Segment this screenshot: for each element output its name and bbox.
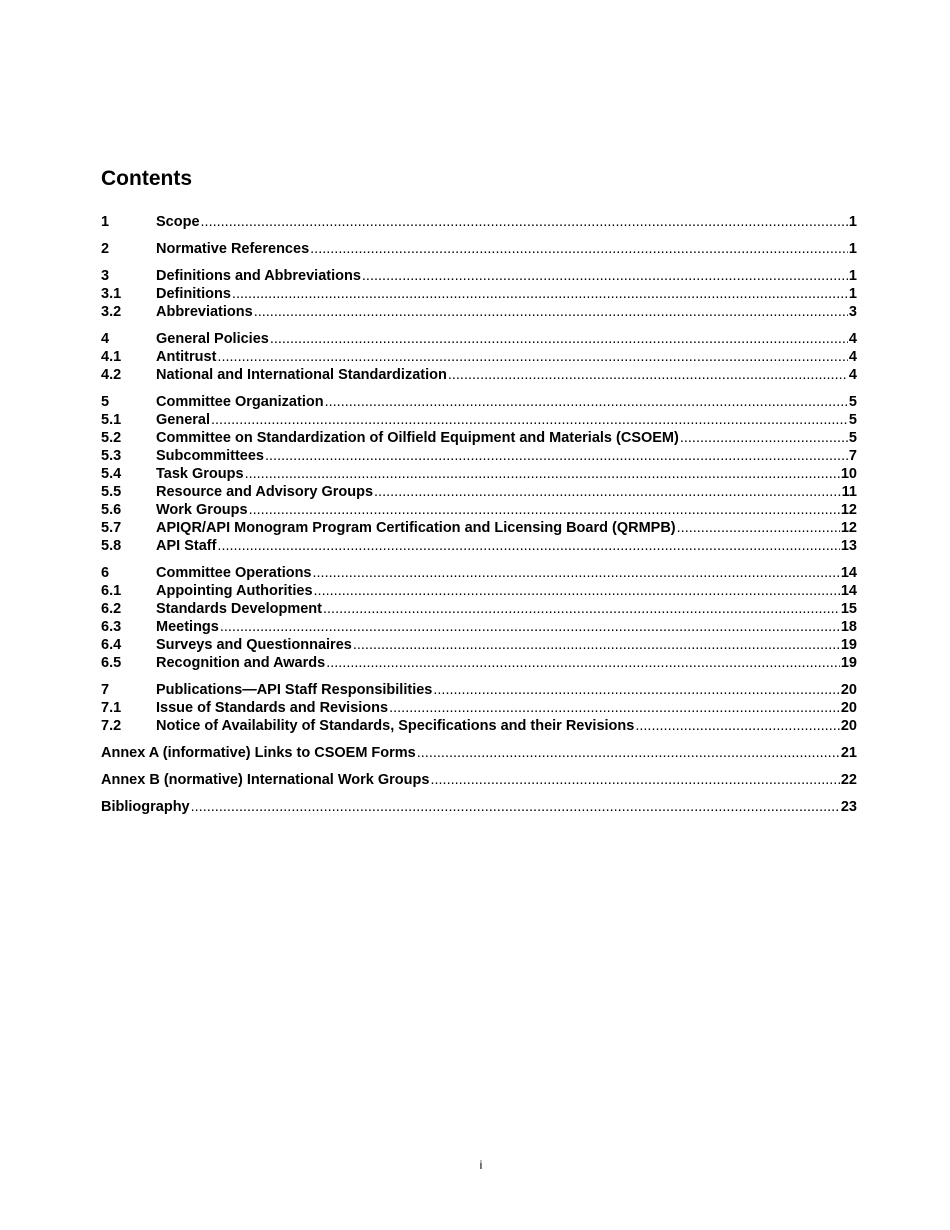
- toc-dot-leader: [353, 636, 840, 654]
- toc-entry[interactable]: [101, 213, 857, 231]
- toc-entry-page: 3: [848, 304, 857, 320]
- toc-entry-page: 14: [840, 565, 857, 581]
- toc-entry-title: Definitions and Abbreviations: [156, 268, 361, 284]
- toc-dot-leader: [217, 537, 839, 555]
- toc-entry[interactable]: [101, 348, 857, 366]
- toc-dot-leader: [362, 267, 848, 285]
- toc-entry[interactable]: [101, 411, 857, 429]
- toc-dot-leader: [389, 699, 840, 717]
- toc-entry[interactable]: [101, 618, 857, 636]
- toc-entry-page: 12: [840, 520, 857, 536]
- toc-entry-title: Scope: [156, 214, 200, 230]
- toc-entry[interactable]: [101, 366, 857, 384]
- toc-entry-title: Standards Development: [156, 601, 322, 617]
- toc-dot-leader: [677, 519, 840, 537]
- toc-entry[interactable]: [101, 465, 857, 483]
- toc-entry-number: 6.2: [101, 601, 122, 617]
- toc-entry-page: 20: [840, 700, 857, 716]
- toc-entry-title: Recognition and Awards: [156, 655, 326, 671]
- toc-dot-leader: [314, 582, 840, 600]
- toc-dot-leader: [201, 213, 848, 231]
- toc-entry-number: 4: [101, 331, 110, 347]
- toc-entry-page: 20: [840, 718, 857, 734]
- toc-entry-title: Appointing Authorities: [156, 583, 313, 599]
- toc-entry-page: 4: [848, 367, 857, 383]
- toc-entry-number: 5.8: [101, 538, 122, 554]
- toc-dot-leader: [325, 393, 848, 411]
- toc-entry[interactable]: [101, 330, 857, 348]
- toc-entry-number: 7.2: [101, 718, 122, 734]
- toc-dot-leader: [245, 465, 840, 483]
- toc-entry-page: 5: [848, 394, 857, 410]
- toc-dot-leader: [417, 744, 840, 762]
- toc-group: [101, 564, 857, 672]
- toc-dot-leader: [313, 564, 840, 582]
- toc-entry-title: Task Groups: [156, 466, 244, 482]
- toc-entry-title: Annex B (normative) International Work Groups: [101, 772, 430, 788]
- toc-dot-leader: [265, 447, 848, 465]
- toc-entry[interactable]: [101, 483, 857, 501]
- toc-entry[interactable]: [101, 582, 857, 600]
- toc-entry-title: Bibliography: [101, 799, 190, 815]
- toc-entry[interactable]: [101, 798, 857, 816]
- toc-entry[interactable]: [101, 636, 857, 654]
- toc-entry-page: 4: [848, 331, 857, 347]
- toc-entry[interactable]: [101, 303, 857, 321]
- toc-entry[interactable]: [101, 681, 857, 699]
- toc-entry-page: 1: [848, 268, 857, 284]
- toc-dot-leader: [430, 771, 839, 789]
- toc-dot-leader: [326, 654, 840, 672]
- toc-entry-page: 20: [840, 682, 857, 698]
- toc-entry-number: 5.1: [101, 412, 122, 428]
- toc-group: [101, 240, 857, 258]
- toc-entry-number: 4.1: [101, 349, 122, 365]
- toc-entry-number: 6.4: [101, 637, 122, 653]
- toc-group: [101, 744, 857, 762]
- toc-entry-number: 7.1: [101, 700, 122, 716]
- toc-entry-page: 14: [840, 583, 857, 599]
- toc-entry-number: 5.5: [101, 484, 122, 500]
- toc-entry[interactable]: [101, 717, 857, 735]
- toc-entry-page: 18: [840, 619, 857, 635]
- toc-entry[interactable]: [101, 393, 857, 411]
- toc-entry-title: Committee Organization: [156, 394, 324, 410]
- toc-entry-number: 5.4: [101, 466, 122, 482]
- toc-entry-page: 21: [840, 745, 857, 761]
- toc-dot-leader: [254, 303, 848, 321]
- toc-entry-title: Committee Operations: [156, 565, 312, 581]
- toc-entry-page: 13: [840, 538, 857, 554]
- toc-entry-number: 3.1: [101, 286, 122, 302]
- toc-entry[interactable]: [101, 447, 857, 465]
- toc-entry-title: Definitions: [156, 286, 231, 302]
- toc-entry-number: 5: [101, 394, 110, 410]
- toc-dot-leader: [211, 411, 848, 429]
- toc-entry-number: 6.1: [101, 583, 122, 599]
- toc-entry-page: 23: [840, 799, 857, 815]
- toc-entry[interactable]: [101, 654, 857, 672]
- toc-entry-number: 3.2: [101, 304, 122, 320]
- toc-entry-title: Normative References: [156, 241, 310, 257]
- toc-dot-leader: [249, 501, 840, 519]
- toc-entry[interactable]: [101, 240, 857, 258]
- toc-entry-page: 5: [848, 430, 857, 446]
- toc-entry-title: Committee on Standardization of Oilfield Equipment and Materials (CSOEM): [156, 430, 679, 446]
- toc-dot-leader: [374, 483, 841, 501]
- toc-group: [101, 771, 857, 789]
- toc-entry-number: 7: [101, 682, 110, 698]
- toc-entry-number: 6.5: [101, 655, 122, 671]
- toc-entry-number: 3: [101, 268, 110, 284]
- toc-entry-number: 6: [101, 565, 110, 581]
- toc-dot-leader: [433, 681, 840, 699]
- toc-entry-title: APIQR/API Monogram Program Certification and Licensing Board (QRMPB): [156, 520, 676, 536]
- page-title: Contents: [101, 167, 192, 190]
- toc-entry-page: 19: [840, 655, 857, 671]
- toc-entry-title: Subcommittees: [156, 448, 264, 464]
- toc-entry-page: 22: [840, 772, 857, 788]
- toc-entry-page: 15: [840, 601, 857, 617]
- toc-entry[interactable]: [101, 285, 857, 303]
- toc-entry-title: Work Groups: [156, 502, 248, 518]
- toc-dot-leader: [635, 717, 840, 735]
- toc-entry[interactable]: [101, 501, 857, 519]
- toc-dot-leader: [310, 240, 848, 258]
- toc-entry-number: 2: [101, 241, 110, 257]
- toc-dot-leader: [448, 366, 848, 384]
- toc-entry[interactable]: [101, 744, 857, 762]
- toc-entry-page: 4: [848, 349, 857, 365]
- toc-group: [101, 330, 857, 384]
- toc-group: [101, 213, 857, 231]
- toc-entry-number: 5.7: [101, 520, 122, 536]
- toc-dot-leader: [217, 348, 848, 366]
- toc-dot-leader: [232, 285, 848, 303]
- toc-group: [101, 798, 857, 816]
- toc-entry[interactable]: [101, 564, 857, 582]
- toc-entry-title: Meetings: [156, 619, 219, 635]
- toc-entry-title: Abbreviations: [156, 304, 253, 320]
- toc-entry-title: API Staff: [156, 538, 217, 554]
- toc-entry-page: 5: [848, 412, 857, 428]
- toc-entry-page: 19: [840, 637, 857, 653]
- toc-entry-title: Issue of Standards and Revisions: [156, 700, 389, 716]
- toc-entry[interactable]: [101, 699, 857, 717]
- toc-entry[interactable]: [101, 771, 857, 789]
- toc-entry-number: 5.3: [101, 448, 122, 464]
- toc-entry-title: General: [156, 412, 210, 428]
- footer-page-number: i: [479, 1158, 483, 1172]
- toc-entry[interactable]: [101, 429, 857, 447]
- toc-entry-title: Surveys and Questionnaires: [156, 637, 352, 653]
- toc-group: [101, 681, 857, 735]
- toc-dot-leader: [680, 429, 848, 447]
- toc-entry-number: 1: [101, 214, 110, 230]
- toc-entry[interactable]: [101, 519, 857, 537]
- toc-entry-page: 1: [848, 286, 857, 302]
- toc-entry[interactable]: [101, 537, 857, 555]
- toc-entry-title: Notice of Availability of Standards, Specifications and their Revisions: [156, 718, 635, 734]
- toc-dot-leader: [220, 618, 840, 636]
- toc-entry-number: 6.3: [101, 619, 122, 635]
- toc-entry-number: 4.2: [101, 367, 122, 383]
- table-of-contents: [101, 213, 857, 825]
- toc-entry-page: 11: [841, 484, 857, 500]
- toc-entry[interactable]: [101, 267, 857, 285]
- toc-entry-page: 10: [840, 466, 857, 482]
- toc-dot-leader: [323, 600, 840, 618]
- toc-entry-page: 1: [848, 214, 857, 230]
- toc-dot-leader: [270, 330, 848, 348]
- toc-entry-number: 5.2: [101, 430, 122, 446]
- toc-entry-page: 12: [840, 502, 857, 518]
- toc-entry-page: 7: [848, 448, 857, 464]
- toc-entry-title: Resource and Advisory Groups: [156, 484, 374, 500]
- toc-entry-page: 1: [848, 241, 857, 257]
- toc-entry-title: National and International Standardization: [156, 367, 447, 383]
- toc-entry-number: 5.6: [101, 502, 122, 518]
- toc-dot-leader: [191, 798, 840, 816]
- toc-entry[interactable]: [101, 600, 857, 618]
- toc-entry-title: Antitrust: [156, 349, 217, 365]
- toc-entry-title: Annex A (informative) Links to CSOEM Forms: [101, 745, 416, 761]
- toc-group: [101, 393, 857, 555]
- toc-entry-title: Publications—API Staff Responsibilities: [156, 682, 433, 698]
- toc-group: [101, 267, 857, 321]
- toc-entry-title: General Policies: [156, 331, 269, 347]
